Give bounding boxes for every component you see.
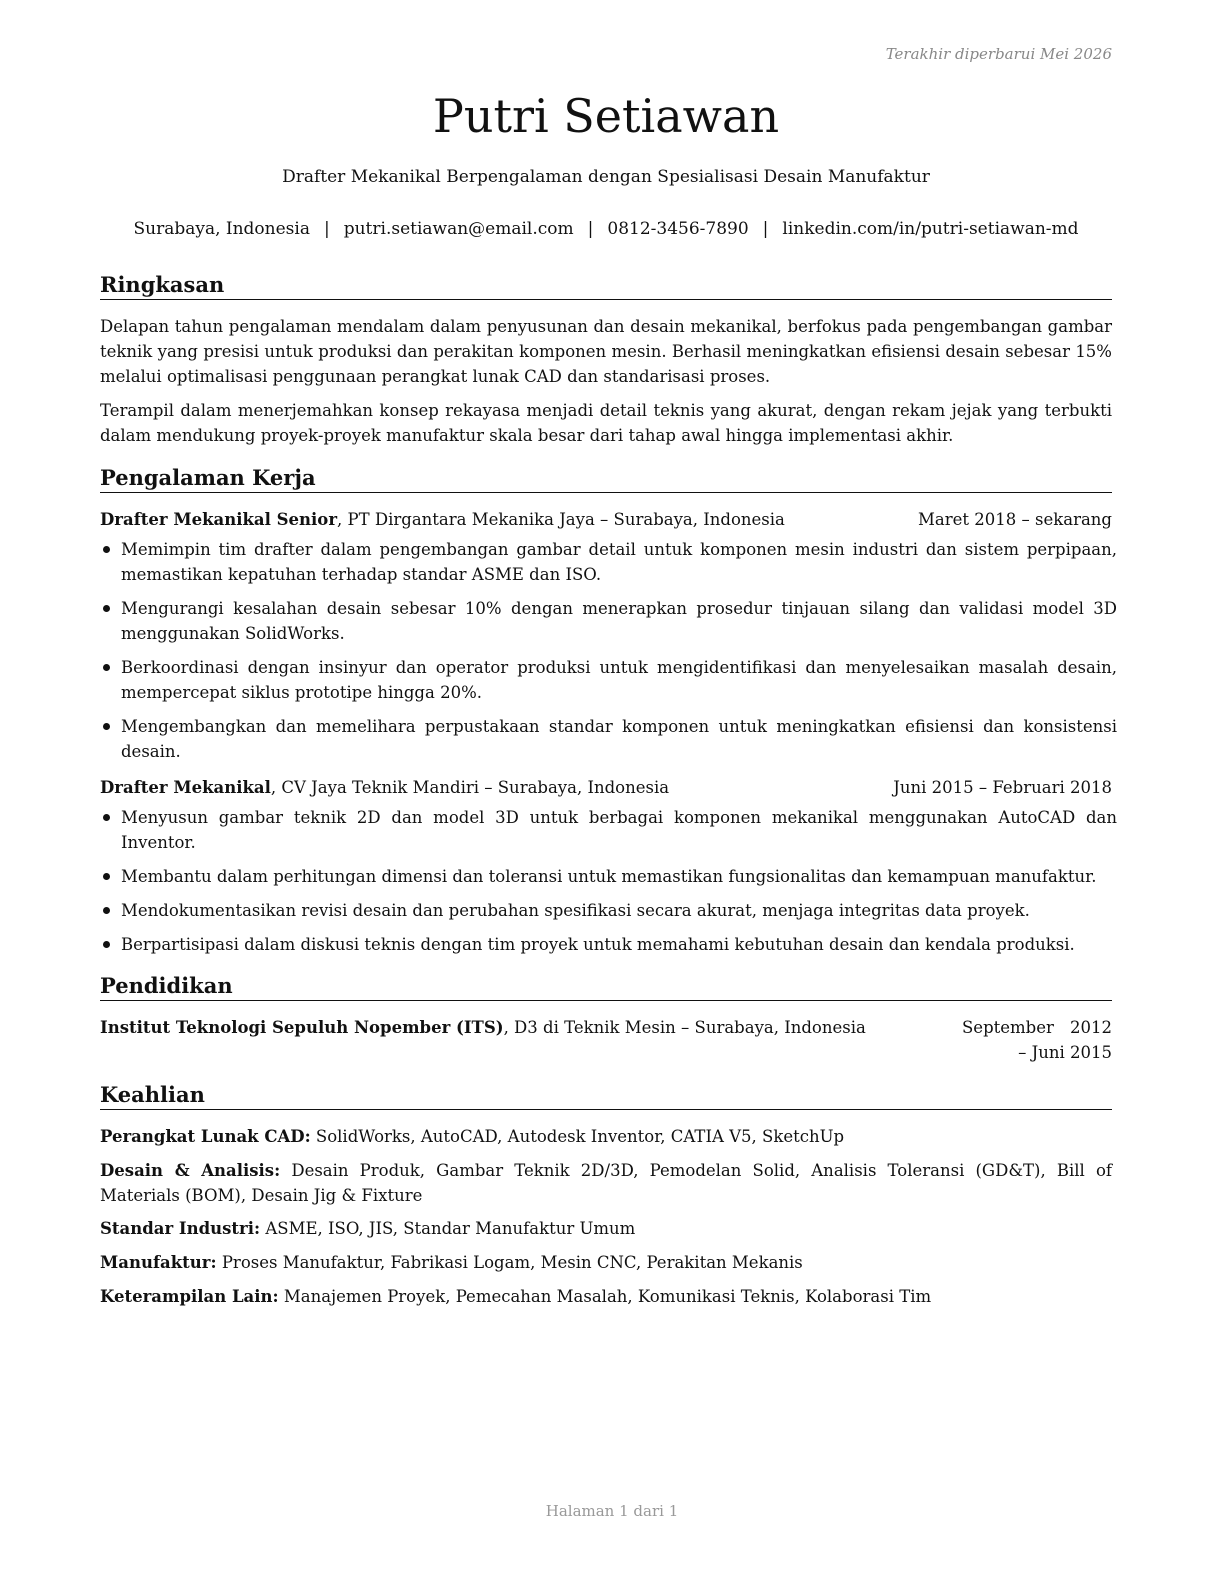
contact-separator: |: [762, 219, 769, 239]
education-institution: Institut Teknologi Sepuluh Nopember (ITS): [100, 1018, 504, 1037]
list-item: Mendokumentasikan revisi desain dan perubahan spesifikasi secara akurat, menjaga integritas data proyek.: [100, 898, 1117, 923]
skill-label: Perangkat Lunak CAD:: [100, 1127, 311, 1146]
skill-row: [100, 1250, 1112, 1275]
list-item: Mengembangkan dan memelihara perpustakaan standar komponen untuk meningkatkan efisiensi dan konsistensi desain.: [100, 714, 1117, 764]
skill-label: Keterampilan Lain:: [100, 1287, 279, 1306]
skill-row: [100, 1124, 1112, 1149]
skill-value: Manajemen Proyek, Pemecahan Masalah, Komunikasi Teknis, Kolaborasi Tim: [278, 1287, 932, 1306]
skill-value: ASME, ISO, JIS, Standar Manufaktur Umum: [260, 1219, 636, 1238]
section-title-summary: Ringkasan: [100, 271, 1112, 300]
last-updated-note: Terakhir diperbarui Mei 2026: [885, 45, 1112, 63]
section-title-education: Pendidikan: [100, 972, 1112, 1001]
candidate-name: Putri Setiawan: [432, 89, 780, 143]
job-bullets: [100, 537, 1117, 773]
contact-separator: |: [587, 219, 594, 239]
job-dates: Juni 2015 – Februari 2018: [893, 778, 1112, 797]
job-company: , PT Dirgantara Mekanika Jaya – Surabaya, Indonesia: [337, 510, 785, 529]
job-dates: Maret 2018 – sekarang: [918, 510, 1112, 529]
skill-label: Standar Industri:: [100, 1219, 261, 1238]
list-item: Berkoordinasi dengan insinyur dan operator produksi untuk mengidentifikasi dan menyelesaikan masalah desain, mempercepat siklus prototipe hingga 20%.: [100, 655, 1117, 705]
skill-value: Proses Manufaktur, Fabrikasi Logam, Mesin CNC, Perakitan Mekanis: [216, 1253, 803, 1272]
job-header: [100, 775, 1112, 800]
job-role: Drafter Mekanikal Senior: [100, 510, 338, 529]
candidate-tagline: Drafter Mekanikal Berpengalaman dengan Spesialisasi Desain Manufaktur: [282, 167, 930, 187]
skill-row: [100, 1284, 1112, 1309]
list-item: Berpartisipasi dalam diskusi teknis dengan tim proyek untuk memahami kebutuhan desain dan kendala produksi.: [100, 932, 1117, 957]
job-bullets: [100, 805, 1117, 966]
summary-paragraph: Terampil dalam menerjemahkan konsep rekayasa menjadi detail teknis yang akurat, dengan rekam jejak yang terbukti dalam mendukung proyek-proyek manufaktur skala besar dari tahap awal hingga implementasi akhir.: [100, 401, 1112, 445]
education-degree: , D3 di Teknik Mesin – Surabaya, Indonesia: [503, 1018, 866, 1037]
skill-row: [100, 1158, 1112, 1208]
contact-location: Surabaya, Indonesia: [133, 219, 310, 239]
section-title-experience: Pengalaman Kerja: [100, 464, 1112, 493]
education-entry: [100, 1015, 1112, 1062]
skill-label: Manufaktur:: [100, 1253, 217, 1272]
list-item: Mengurangi kesalahan desain sebesar 10% dengan menerapkan prosedur tinjauan silang dan validasi model 3D menggunakan SolidWorks.: [100, 596, 1117, 646]
skill-value: Desain Produk, Gambar Teknik 2D/3D, Pemodelan Solid, Analisis Toleransi (GD&T), Bill of Materials (BOM), Desain Jig & Fixture: [100, 1161, 1112, 1205]
summary-paragraph: Delapan tahun pengalaman mendalam dalam penyusunan dan desain mekanikal, berfokus pada pengembangan gambar teknik yang presisi untuk produksi dan perakitan komponen mesin. Berhasil meningkatkan efisiensi desain sebesar 15% melalui optimalisasi penggunaan perangkat lunak CAD dan standarisasi proses.: [100, 317, 1112, 386]
skill-value: SolidWorks, AutoCAD, Autodesk Inventor, CATIA V5, SketchUp: [310, 1127, 845, 1146]
section-title-skills: Keahlian: [100, 1081, 1112, 1110]
list-item: Memimpin tim drafter dalam pengembangan gambar detail untuk komponen mesin industri dan sistem perpipaan, memastikan kepatuhan terhadap standar ASME dan ISO.: [100, 537, 1117, 587]
contact-separator: |: [323, 219, 330, 239]
page-footer: Halaman 1 dari 1: [545, 1502, 679, 1520]
contact-linkedin[interactable]: linkedin.com/in/putri-setiawan-md: [782, 219, 1079, 239]
skill-label: Desain & Analisis:: [100, 1161, 281, 1180]
contact-phone: 0812-3456-7890: [607, 219, 749, 239]
skill-row: [100, 1216, 1112, 1241]
job-header: [100, 507, 1112, 532]
list-item: Menyusun gambar teknik 2D dan model 3D untuk berbagai komponen mekanikal menggunakan AutoCAD dan Inventor.: [100, 805, 1117, 855]
contact-email[interactable]: putri.setiawan@email.com: [343, 219, 574, 239]
education-dates: September 2012 – Juni 2015: [962, 1018, 1112, 1062]
contact-line: [94, 219, 1118, 239]
job-role: Drafter Mekanikal: [100, 778, 271, 797]
job-company: , CV Jaya Teknik Mandiri – Surabaya, Indonesia: [270, 778, 670, 797]
list-item: Membantu dalam perhitungan dimensi dan toleransi untuk memastikan fungsionalitas dan kemampuan manufaktur.: [100, 864, 1117, 889]
